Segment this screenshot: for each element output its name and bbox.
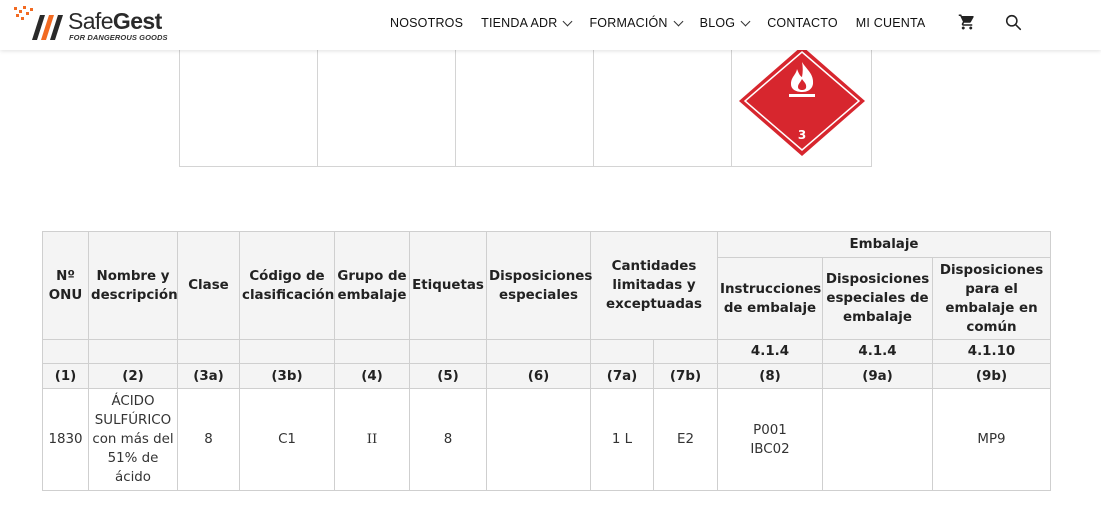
nav-item-label: BLOG: [699, 16, 736, 30]
nav-item-formacion[interactable]: [589, 16, 681, 30]
column-number: (5): [410, 364, 487, 389]
column-number: (9a): [823, 364, 933, 389]
cell-packing-instructions: [718, 389, 823, 491]
table-row: [43, 389, 1051, 491]
logo-wordmark: [68, 8, 162, 34]
logo-name-part2: Gest: [112, 8, 162, 34]
nav-item-blog[interactable]: [700, 16, 750, 30]
nav-item-label: NOSOTROS: [390, 16, 464, 30]
column-number: (7a): [591, 364, 654, 389]
nav-item-label: CONTACTO: [767, 16, 838, 30]
cell-mixed-packing: MP9: [933, 389, 1051, 491]
nav-item-label: FORMACIÓN: [589, 16, 668, 30]
cell-class: 8: [178, 389, 240, 491]
adr-dangerous-goods-table: [42, 231, 1051, 491]
nav-item-tienda-adr[interactable]: [481, 16, 571, 30]
nav-item-label: TIENDA ADR: [481, 16, 558, 30]
blank-cell: [487, 340, 591, 364]
packing-instruction: P001: [753, 422, 787, 438]
nav-item-mi-cuenta[interactable]: [856, 16, 926, 30]
nav-item-nosotros[interactable]: [390, 16, 463, 30]
chevron-down-icon: [673, 16, 683, 26]
chevron-down-icon: [563, 16, 573, 26]
blank-cell: [410, 340, 487, 364]
search-icon[interactable]: [1005, 14, 1022, 31]
nav-item-contacto[interactable]: [767, 16, 838, 30]
blank-cell: [178, 340, 240, 364]
ref-special-packing: 4.1.4: [823, 340, 933, 364]
column-number: (1): [43, 364, 89, 389]
table-cell: [456, 31, 594, 166]
header-onu: Nº ONU: [43, 232, 89, 340]
blank-cell: [654, 340, 718, 364]
logo-mark-icon: [12, 6, 66, 44]
column-number: (4): [335, 364, 410, 389]
safegest-logo[interactable]: [12, 6, 182, 44]
blank-cell: [591, 340, 654, 364]
column-number: (7b): [654, 364, 718, 389]
cell-packing-group: II: [335, 389, 410, 491]
site-header: [0, 0, 1101, 50]
ref-mixed-packing: 4.1.10: [933, 340, 1051, 364]
cell-limited-quantity: 1 L: [591, 389, 654, 491]
column-number: (2): [89, 364, 178, 389]
packing-instruction: IBC02: [750, 441, 790, 457]
cell-classification-code: C1: [240, 389, 335, 491]
blank-cell: [43, 340, 89, 364]
header-name: Nombre y descripción: [89, 232, 178, 340]
header-class: Clase: [178, 232, 240, 340]
main-nav: [390, 0, 943, 46]
cell-name: ÁCIDO SULFÚRICO con más del 51% de ácido: [89, 389, 178, 491]
column-number-row: [43, 364, 1051, 389]
cell-labels: 8: [410, 389, 487, 491]
chevron-down-icon: [741, 16, 751, 26]
placard-class-number: 3: [797, 128, 807, 142]
cell-excepted-quantity: E2: [654, 389, 718, 491]
blank-cell: [89, 340, 178, 364]
column-number: (8): [718, 364, 823, 389]
column-number: (6): [487, 364, 591, 389]
blank-cell: [335, 340, 410, 364]
header-mixed-packing-provisions: Disposiciones para el embalaje en común: [933, 258, 1051, 340]
logo-tagline: FOR DANGEROUS GOODS: [69, 33, 168, 42]
cell-special-provisions: [487, 389, 591, 491]
table-cell: [318, 31, 457, 166]
column-number: (3b): [240, 364, 335, 389]
flammable-placard-icon: [737, 44, 867, 158]
header-labels: Etiquetas: [410, 232, 487, 340]
header-packing-group: Grupo de embalaje: [335, 232, 410, 340]
ref-packing-instructions: 4.1.4: [718, 340, 823, 364]
cell-special-packing: [823, 389, 933, 491]
column-number: (9b): [933, 364, 1051, 389]
cart-icon[interactable]: [958, 13, 976, 31]
cell-onu: 1830: [43, 389, 89, 491]
column-number: (3a): [178, 364, 240, 389]
header-packing: Embalaje: [718, 232, 1051, 258]
logo-name-part1: Safe: [68, 8, 113, 34]
header-packing-instructions: Instrucciones de embalaje: [718, 258, 823, 340]
nav-item-label: MI CUENTA: [855, 16, 926, 30]
table-cell: [180, 31, 318, 166]
header-limited-quantities: Cantidades limitadas y exceptuadas: [591, 232, 718, 340]
header-classification-code: Código de clasificación: [240, 232, 335, 340]
header-special-packing-provisions: Disposiciones especiales de embalaje: [823, 258, 933, 340]
blank-cell: [240, 340, 335, 364]
header-special-provisions: Disposiciones especiales: [487, 232, 591, 340]
table-cell: [594, 31, 733, 166]
